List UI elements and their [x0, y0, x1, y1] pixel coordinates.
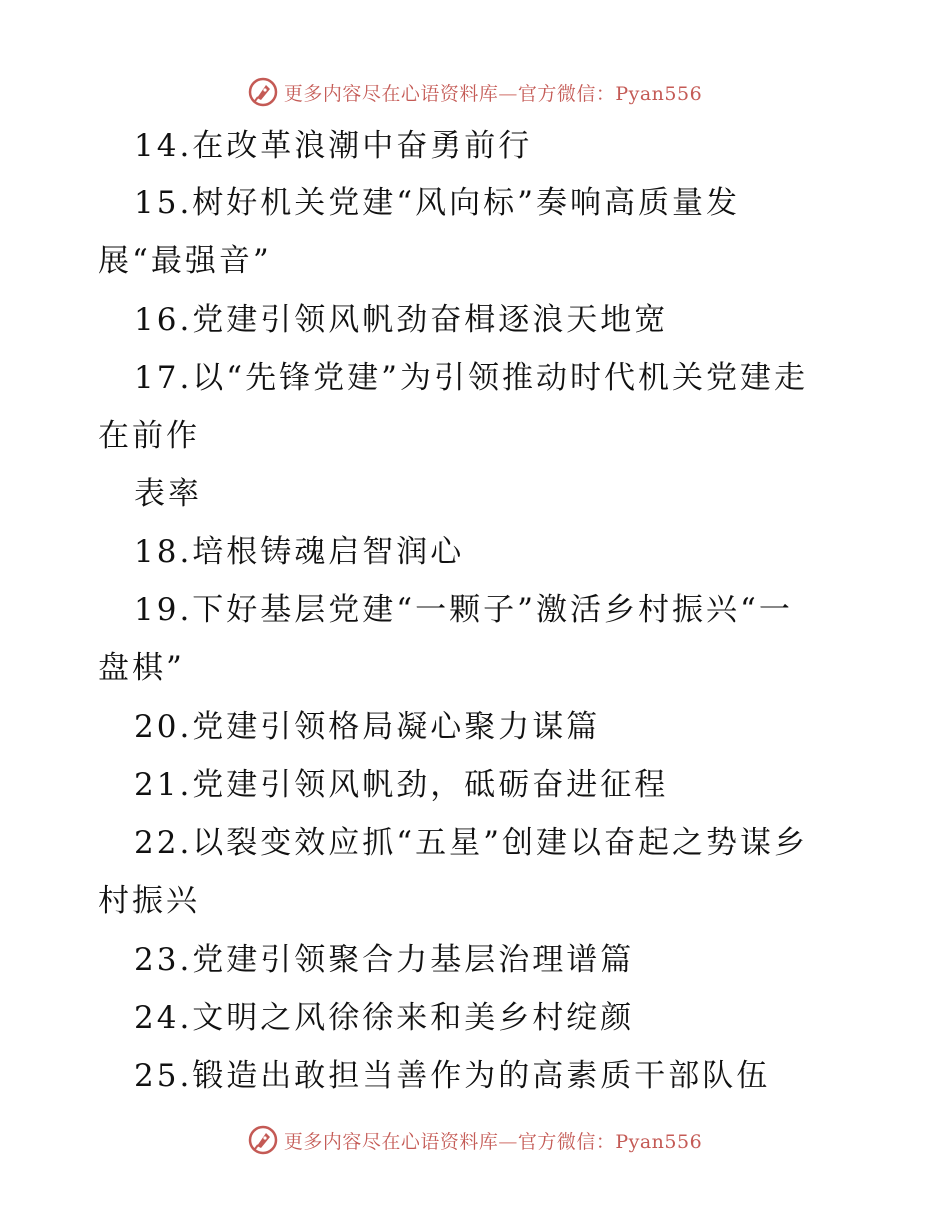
pen-nib-logo-icon [248, 1125, 278, 1155]
title-line-15b: 展“最强音” [98, 243, 272, 279]
title-line-22a: 22.以裂变效应抓“五星”创建以奋起之势谋乡 [134, 825, 808, 861]
title-line-20: 20.党建引领格局凝心聚力谋篇 [134, 709, 601, 745]
title-line-18: 18.培根铸魂启智润心 [134, 534, 465, 570]
title-line-21: 21.党建引领风帆劲，砥砺奋进征程 [134, 767, 669, 803]
header-banner-main: 更多内容尽在心语资料库 [283, 82, 499, 105]
pen-nib-logo-icon [248, 77, 278, 107]
title-line-15a: 15.树好机关党建“风向标”奏响高质量发 [134, 185, 740, 221]
title-line-24: 24.文明之风徐徐来和美乡村绽颜 [134, 1000, 635, 1036]
footer-banner-main: 更多内容尽在心语资料库 [283, 1130, 499, 1153]
title-line-22b: 村振兴 [98, 883, 200, 919]
footer-banner [0, 1120, 950, 1160]
title-line-17a: 17.以“先锋党建”为引领推动时代机关党建走 [134, 360, 808, 396]
title-line-23: 23.党建引领聚合力基层治理谱篇 [134, 942, 635, 978]
footer-banner-text [284, 1127, 702, 1154]
footer-banner-wechat: 官方微信：Pyan556 [517, 1130, 703, 1153]
header-banner-wechat: 官方微信：Pyan556 [517, 82, 703, 105]
title-line-14: 14.在改革浪潮中奋勇前行 [134, 128, 533, 164]
footer-banner-separator: — [498, 1130, 518, 1153]
title-line-17b: 在前作 [98, 418, 200, 454]
header-banner-separator: — [498, 82, 518, 105]
title-line-16: 16.党建引领风帆劲奋楫逐浪天地宽 [134, 302, 669, 338]
title-line-17c: 表率 [134, 476, 202, 512]
header-banner-text [284, 79, 702, 106]
title-line-25: 25.锻造出敢担当善作为的高素质干部队伍 [134, 1058, 771, 1094]
header-banner [0, 72, 950, 112]
title-line-19b: 盘棋” [98, 650, 185, 686]
title-line-19a: 19.下好基层党建“一颗子”激活乡村振兴“一 [134, 592, 793, 628]
